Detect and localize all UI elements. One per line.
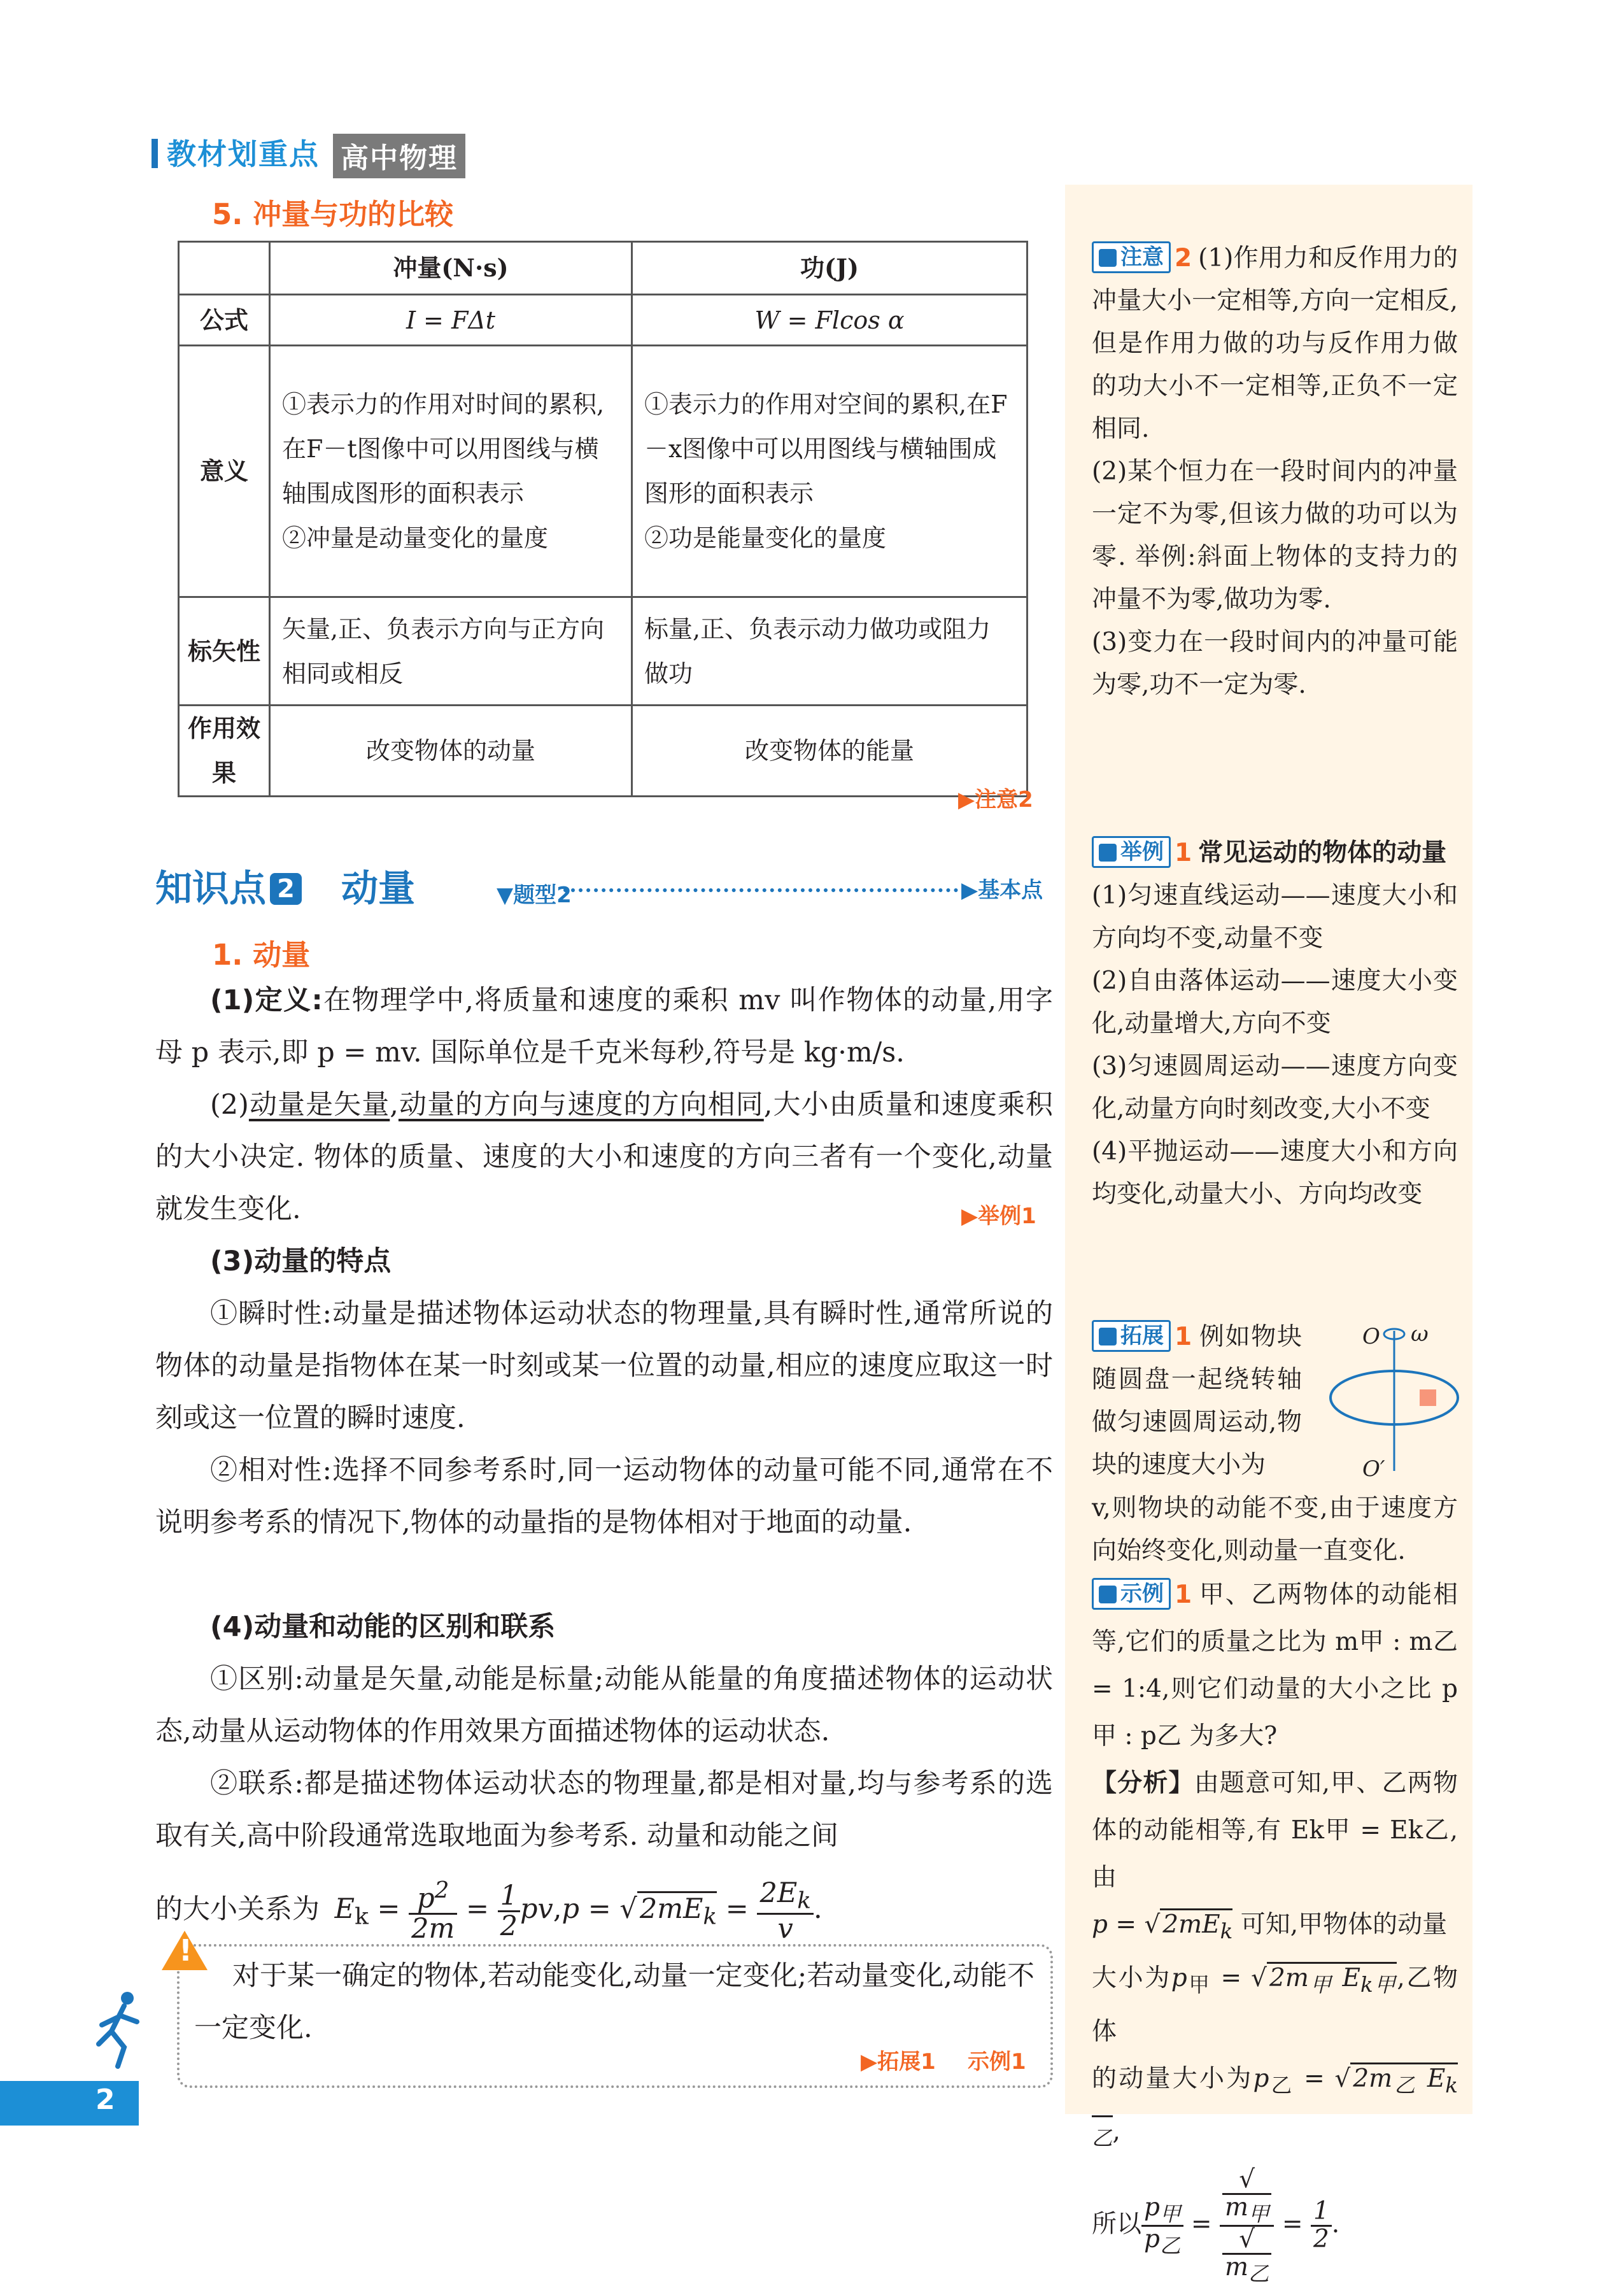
vector-paragraph — [155, 1079, 1053, 1235]
analysis-text: ,乙物体 — [1092, 1963, 1458, 2046]
rotating-disk-figure — [1324, 1318, 1464, 1484]
feature-heading — [155, 1235, 1053, 1288]
kp-number-badge: 2 — [270, 873, 302, 905]
header-accent-bar — [152, 139, 158, 168]
book-brand: 教材划重点 — [167, 137, 320, 171]
tag-label: 拓展 — [1120, 1323, 1164, 1349]
ref-sample1[interactable]: 示例1 — [968, 2049, 1026, 2075]
impulse-formula: I = FΔt — [406, 306, 496, 334]
cell-text: ②功是能量变化的量度 — [644, 524, 887, 552]
header-work: 功(J) — [632, 242, 1027, 295]
instantaneity-paragraph: ①瞬时性:动量是描述物体运动状态的物理量,具有瞬时性,通常所说的物体的动量是指物体在某一时刻或某一位置的动量,相应的速度应取这一时刻或这一位置的瞬时速度. — [155, 1298, 1053, 1434]
list-item: (2)自由落体运动——速度大小变化,动量增大,方向不变 — [1092, 967, 1458, 1038]
analysis-text: 所以 — [1092, 2210, 1142, 2239]
example-title: 常见运动的物体的动量 — [1198, 839, 1447, 867]
sample-icon — [1099, 1586, 1117, 1603]
definition-label: (1)定义: — [210, 984, 323, 1016]
analysis-text: 由题意可知,甲、乙两物体的动能相等,有 Ek甲 = Ek乙,由 — [1092, 1769, 1458, 1892]
book-subject: 高中物理 — [333, 134, 465, 178]
label-o: O — [1362, 1324, 1380, 1349]
runner-decoration-icon — [89, 1987, 146, 2069]
extend-icon — [1099, 1328, 1117, 1345]
block-square — [1420, 1389, 1436, 1406]
note-p1: (1)作用力和反作用力的冲量大小一定相等,方向一定相反,但是作用力做的功与反作用力做的功大小不一定相等,正负不一定相同. — [1092, 244, 1458, 443]
list-item: (4)平抛运动——速度大小和方向均变化,动量大小、方向均改变 — [1092, 1137, 1458, 1209]
list-item: (3)匀速圆周运动——速度方向变化,动量方向时刻改变,大小不变 — [1092, 1052, 1458, 1123]
table-row — [179, 346, 1027, 597]
kp-question-type-tag[interactable]: ▼题型2 — [497, 883, 572, 908]
label-o-prime: O′ — [1362, 1456, 1385, 1482]
kp-basic-ref[interactable]: ▶基本点 — [961, 877, 1043, 903]
subsection-title: 1. 动量 — [212, 938, 311, 972]
page-number-bar — [0, 2081, 139, 2126]
text: 的大小关系为 — [155, 1893, 320, 1926]
analysis-text: 可知,甲物体的动量 — [1240, 1910, 1448, 1939]
text: ,大小由质量和速度乘积的大小决定. 物体的质量、速度的大小和速度的方向三者有一个变化,动量就发生变化. — [155, 1089, 1054, 1225]
table-row — [179, 706, 1027, 797]
header-impulse: 冲量(N·s) — [270, 242, 632, 295]
sidebar-extend — [1092, 1316, 1302, 1486]
cell-work — [632, 346, 1027, 597]
comparison-table — [178, 241, 1028, 797]
relation-formula-line — [155, 1878, 1053, 1944]
key-phrase: 动量的方向与速度的方向相同 — [398, 1089, 764, 1121]
page-number: 2 — [95, 2084, 115, 2116]
analysis-line — [1092, 1760, 1458, 1901]
cell-work: 改变物体的能量 — [632, 706, 1027, 797]
kp-heading — [155, 858, 302, 912]
cell-text: ②冲量是动量变化的量度 — [282, 524, 549, 552]
text: (2) — [210, 1089, 249, 1121]
key-phrase: 动量是矢量 — [248, 1089, 390, 1121]
analysis-text: 大小为 — [1092, 1963, 1171, 1992]
row-label: 公式 — [179, 295, 270, 346]
analysis-line: p = √ $2mE_k$ 可知,甲物体的动量 — [1092, 1901, 1458, 1955]
text: , — [390, 1089, 399, 1121]
difference-paragraph: ①区别:动量是矢量,动能是标量;动能从能量的角度描述物体的运动状态,动量从运动物体的作用效果方面描述物体的运动状态. — [155, 1663, 1053, 1747]
sidebar-sample — [1092, 1572, 1458, 2285]
table-header-row — [179, 242, 1027, 295]
sidebar-note — [1092, 237, 1458, 706]
extend-tag — [1092, 1320, 1171, 1352]
heading-text: (4)动量和动能的区别和联系 — [210, 1611, 556, 1643]
analysis-line: 所以 $\frac{p_甲}{p_乙}$ = √ $m_甲$ √ $m_乙$ = $\frac{1}{2}$ . — [1092, 2165, 1340, 2286]
cell-impulse: 矢量,正、负表示方向与正方向相同或相反 — [270, 597, 632, 706]
ref-example1[interactable]: ▶举例1 — [961, 1203, 1036, 1229]
distinction-heading — [155, 1601, 1053, 1653]
row-label: 作用效果 — [179, 706, 270, 797]
extend-text-b: v,则物块的动能不变,由于速度方向始终变化,则动量一直变化. — [1092, 1494, 1458, 1565]
relation-paragraph: ②联系:都是描述物体运动状态的物理量,都是相对量,均与参考系的选取有关,高中阶段通常选取地面为参考系. 动量和动能之间 — [155, 1768, 1053, 1852]
tag-label: 示例 — [1120, 1581, 1164, 1607]
note-icon — [1099, 249, 1117, 267]
definition-paragraph — [155, 974, 1053, 1079]
definition-text: 在物理学中,将质量和速度的乘积 mv 叫作物体的动量,用字母 p 表示,即 p = mv. 国际单位是千克米每秒,符号是 kg·m/s. — [155, 984, 1053, 1068]
table-corner — [179, 242, 270, 295]
row-label: 意义 — [179, 346, 270, 597]
tag-number: 1 — [1175, 1323, 1192, 1351]
table-row — [179, 597, 1027, 706]
tag-number: 1 — [1175, 839, 1192, 867]
kp-prefix: 知识点 — [155, 867, 267, 910]
formula: $E_k$ = $\frac{p^2}{2m}$ = $\frac{1}{2}$ $pv,p = √2mE_k$ = $\frac{2E_k}{v}$ . — [334, 1877, 823, 1945]
example-tag — [1092, 836, 1171, 868]
warning-text: 对于某一确定的物体,若动能变化,动量一定变化;若动量变化,动能不一定变化. — [194, 1960, 1034, 2044]
label-omega: ω — [1411, 1321, 1429, 1347]
cell-impulse — [270, 295, 632, 346]
list-item: (1)匀速直线运动——速度大小和方向均不变,动量不变 — [1092, 881, 1458, 953]
cell-text: ①表示力的作用对空间的累积,在F－x图像中可以用图线与横轴围成图形的面积表示 — [644, 390, 1008, 508]
ref-extend1[interactable]: ▶拓展1 — [861, 2049, 936, 2075]
warning-exclamation-icon: ! — [179, 1933, 192, 1968]
table-row — [179, 295, 1027, 346]
cell-work — [632, 295, 1027, 346]
relativity-paragraph: ②相对性:选择不同参考系时,同一运动物体的动量可能不同,通常在不说明参考系的情况下,物体的动量指的是物体相对于地面的动量. — [155, 1454, 1053, 1538]
sample-tag — [1092, 1578, 1171, 1610]
note-p2: (2)某个恒力在一段时间内的冲量一定不为零,但该力做的功可以为零. 举例:斜面上物体的支持力的冲量不为零,做功为零. — [1092, 457, 1458, 614]
cell-work: 标量,正、负表示动力做功或阻力做功 — [632, 597, 1027, 706]
tag-number: 2 — [1175, 244, 1192, 273]
work-formula: W = Flcos α — [754, 306, 905, 334]
kp-dotted-rule — [563, 888, 958, 892]
sidebar-example — [1092, 832, 1458, 1216]
note-tag — [1092, 241, 1171, 273]
analysis-text: 的动量大小为 — [1092, 2064, 1253, 2093]
heading-text: (3)动量的特点 — [210, 1246, 392, 1277]
analysis-label: 【分析】 — [1092, 1769, 1194, 1798]
cell-impulse: 改变物体的动量 — [270, 706, 632, 797]
kp-name: 动量 — [341, 867, 416, 910]
sample-question: 甲、乙两物体的动能相等,它们的质量之比为 m甲 : m乙 = 1:4,则它们动量的大小之比 p甲 : p乙 为多大? — [1092, 1580, 1458, 1750]
cell-impulse — [270, 346, 632, 597]
ref-note2[interactable]: ▶注意2 — [958, 787, 1033, 813]
analysis-line: 大小为$p_甲$ = √ $2m_甲$ $E_{k甲}$,乙物体 — [1092, 1955, 1458, 2055]
tag-number: 1 — [1175, 1580, 1192, 1609]
analysis-line: 的动量大小为$p_乙$ = √ $2m_乙$ $E_{k乙}$, — [1092, 2055, 1458, 2162]
extend-text-a: 例如物块随圆盘一起绕转轴做匀速圆周运动,物块的速度大小为 — [1092, 1323, 1302, 1479]
cell-text: ①表示力的作用对时间的累积,在F－t图像中可以用图线与横轴围成图形的面积表示 — [282, 390, 605, 508]
note-p3: (3)变力在一段时间内的冲量可能为零,功不一定为零. — [1092, 628, 1458, 699]
section-title: 5. 冲量与功的比较 — [212, 197, 454, 231]
tag-label: 举例 — [1120, 839, 1164, 865]
tag-label: 注意 — [1120, 245, 1164, 270]
example-icon — [1099, 844, 1117, 862]
row-label: 标矢性 — [179, 597, 270, 706]
